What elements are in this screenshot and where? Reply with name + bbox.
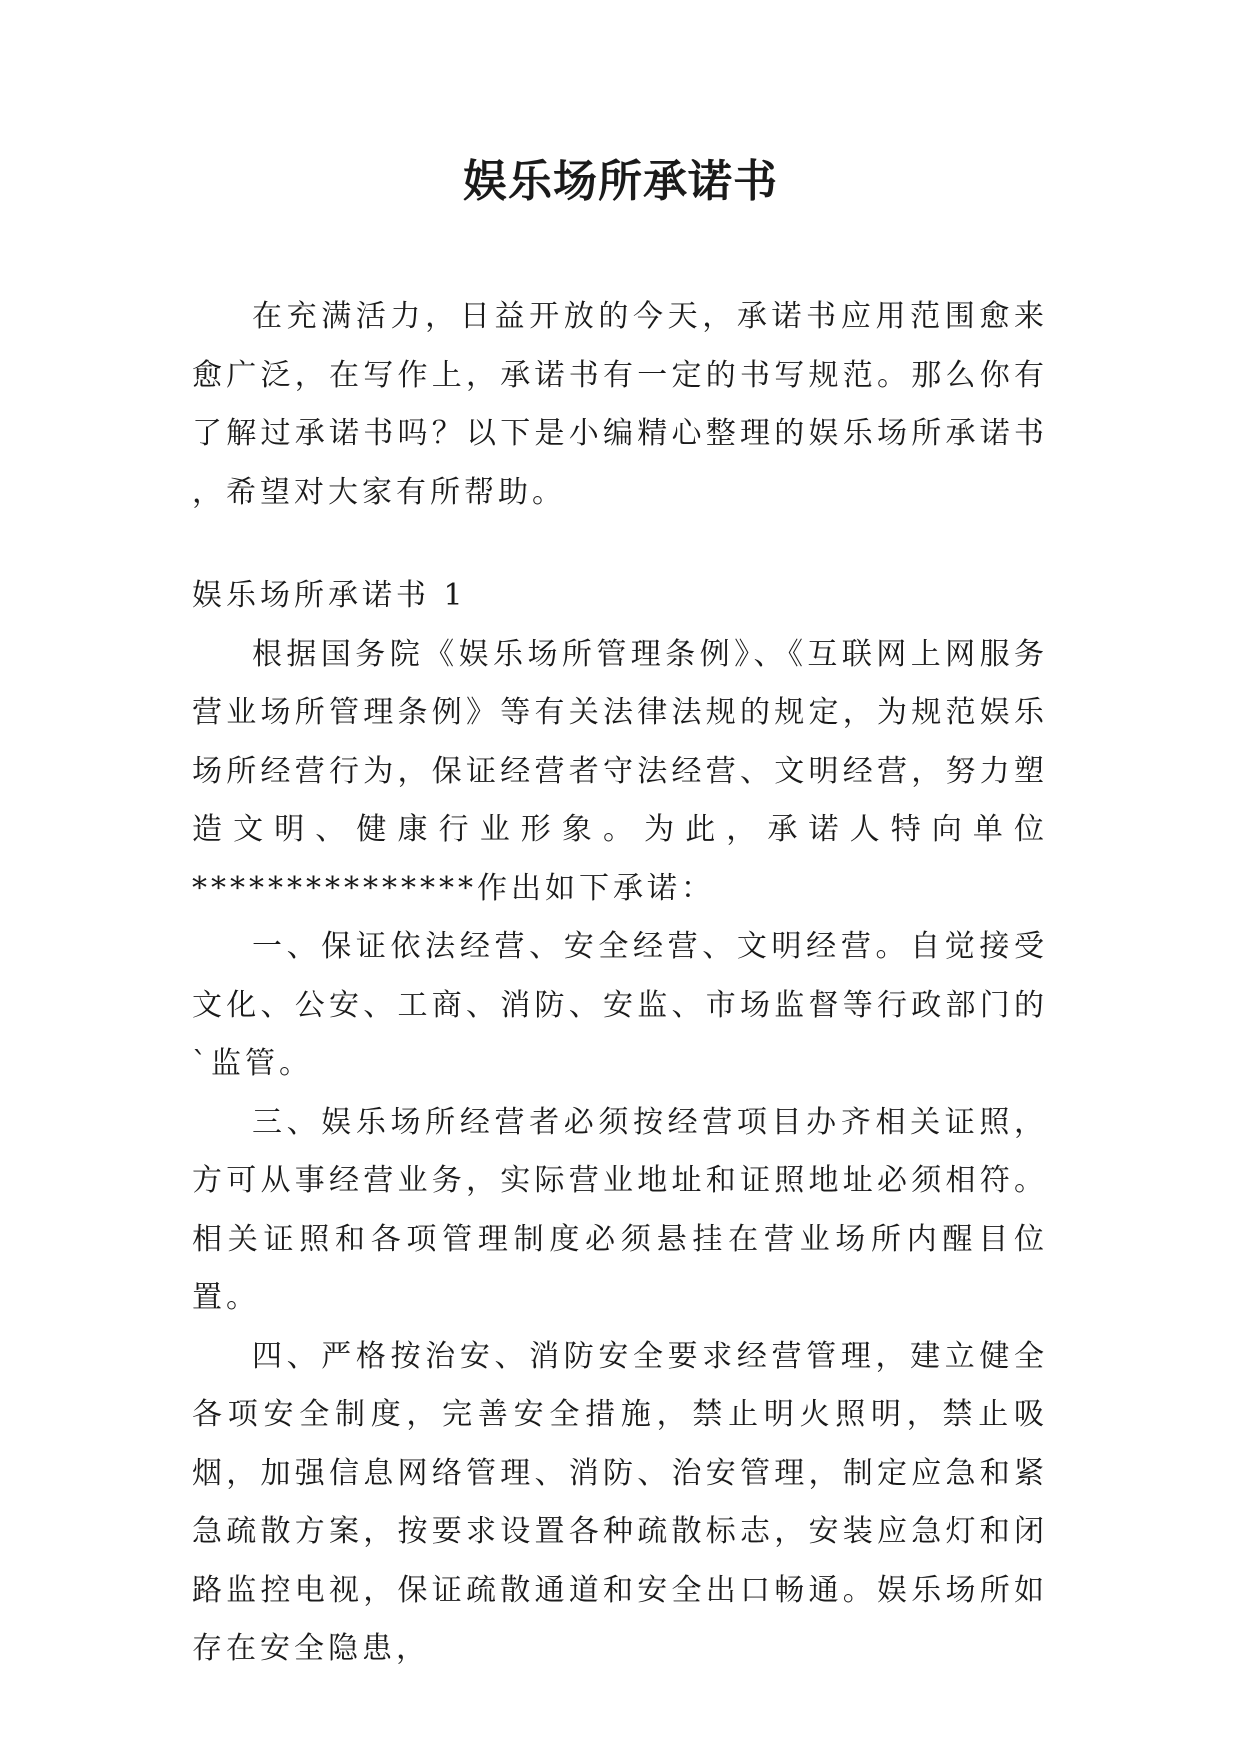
paragraph-basis: 根据国务院《娱乐场所管理条例》、《互联网上网服务营业场所管理条例》等有关法律法规的规定，为规范娱乐场所经营行为，保证经营者守法经营、文明经营，努力塑造文明、健康行业形象。为此，承诺人特向单位***************作出如下承诺：	[192, 636, 1048, 906]
paragraph-item-four: 四、严格按治安、消防安全要求经营管理，建立健全各项安全制度，完善安全措施，禁止明火照明，禁止吸烟，加强信息网络管理、消防、治安管理，制定应急和紧急疏散方案，按要求设置各种疏散标志，安装应急灯和闭路监控电视，保证疏散通道和安全出口畅通。娱乐场所如存在安全隐患，	[192, 1338, 1048, 1666]
document-body	[192, 288, 1048, 1679]
section-heading: 娱乐场所承诺书 1	[192, 578, 467, 613]
paragraph-item-three: 三、娱乐场所经营者必须按经营项目办齐相关证照，方可从事经营业务，实际营业地址和证照地址必须相符。相关证照和各项管理制度必须悬挂在营业场所内醒目位置。	[192, 1104, 1048, 1315]
document-title: 娱乐场所承诺书	[463, 156, 778, 207]
paragraph-item-one: 一、保证依法经营、安全经营、文明经营。自觉接受文化、公安、工商、消防、安监、市场监督等行政部门的`监管。	[192, 929, 1048, 1081]
intro-paragraph: 在充满活力，日益开放的今天，承诺书应用范围愈来愈广泛，在写作上，承诺书有一定的书写规范。那么你有了解过承诺书吗？以下是小编精心整理的娱乐场所承诺书 ，希望对大家有所帮助。	[192, 299, 1048, 510]
